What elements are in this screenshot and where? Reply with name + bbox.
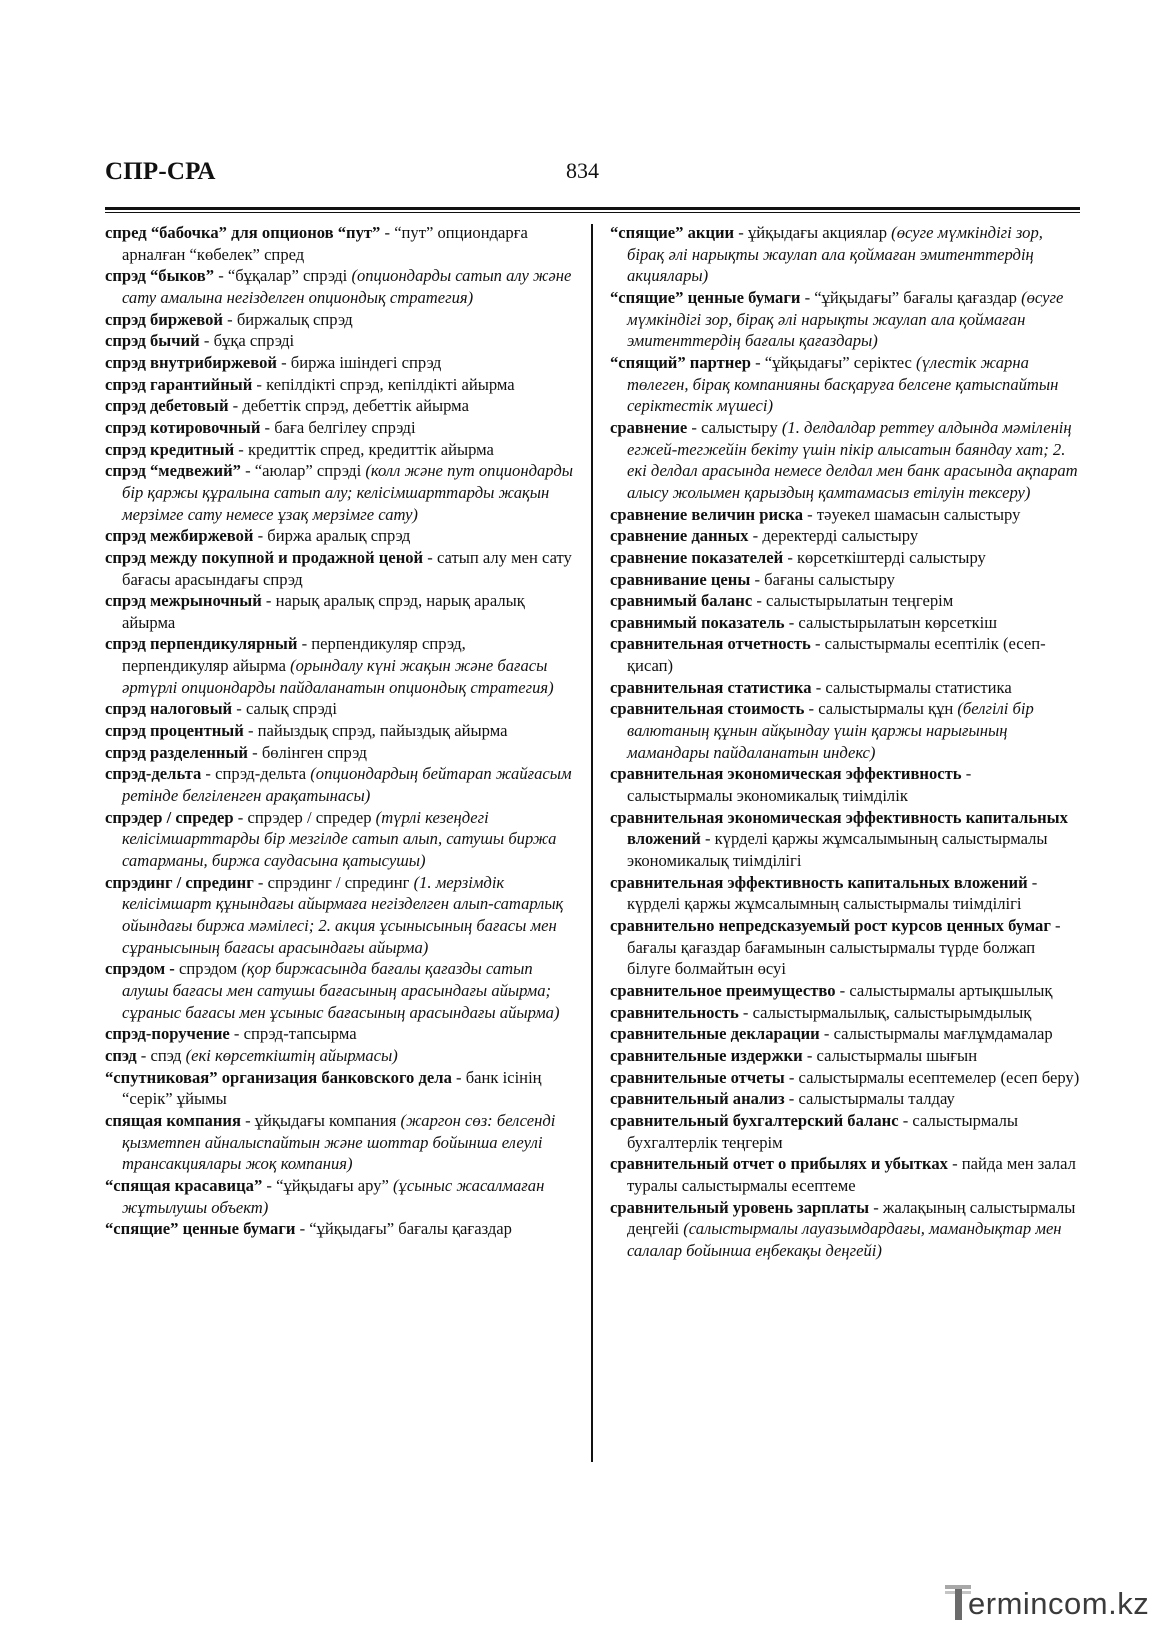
entry-separator: - (819, 1024, 834, 1044)
entry-term: сравнительная стоимость (610, 699, 805, 719)
entry-translation: салыстырмалы мағлұмдамалар (833, 1024, 1053, 1044)
header-rule-thin (105, 212, 1080, 213)
entry-translation: салыстырмалылық, салыстырымдылық (752, 1002, 1032, 1022)
entry-term: спрэд между покупной и продажной ценой (105, 547, 424, 567)
dictionary-entry (105, 330, 575, 352)
entry-translation: пайда мен залал туралы салыстырмалы есептеме (627, 1154, 1076, 1195)
entry-term: спрэд-дельта (105, 764, 202, 784)
dictionary-entry (610, 872, 1080, 915)
entry-term: спрэд внутрибиржевой (105, 352, 277, 372)
entry-term: “спящие” акции (610, 223, 735, 242)
entry-separator: - (240, 461, 255, 481)
entry-translation: күрделі қаржы жұмсалымның салыстырмалы тиімділігі (627, 894, 1022, 914)
dictionary-entry (105, 720, 575, 742)
entry-note: (екі көрсеткіштің айырмасы) (185, 1045, 398, 1065)
entry-translation: кредиттік спред, кредиттік айырма (247, 439, 494, 459)
dictionary-entry (105, 1023, 575, 1045)
dictionary-entry (105, 374, 575, 396)
entry-term: “спящие” ценные бумаги (105, 1219, 296, 1239)
page-number: 834 (566, 158, 599, 183)
entry-translation: биржалық спрэд (236, 309, 353, 329)
entry-separator: - (380, 223, 395, 242)
entry-separator: - (260, 417, 275, 437)
dictionary-entry (610, 1153, 1080, 1196)
dictionary-entry (610, 525, 1080, 547)
entry-note: (жаргон сөз: белсенді қызметпен айналыспайтын және шоттар бойынша елеулі трансакциялары жоқ компания) (122, 1110, 556, 1174)
entry-separator: - (750, 352, 765, 372)
column-divider (591, 224, 593, 1462)
entry-translation: салыстырмалы талдау (798, 1089, 955, 1109)
entry-term: сравнительно непредсказуемый рост курсов ценных бумаг (610, 916, 1051, 935)
dictionary-entry (105, 1218, 575, 1240)
entry-translation: “ұйқыдағы” серіктес (764, 352, 917, 372)
entry-note: (опциондарды сатып алу және сату амалына негізделген опциондық стратегия) (122, 266, 572, 307)
entry-separator: - (961, 764, 972, 784)
entry-separator: - (253, 872, 268, 892)
entry-separator: - (232, 699, 246, 719)
entry-translation: бөлінген спрэд (261, 742, 367, 762)
entry-translation: биржа аралық спрэд (267, 526, 411, 546)
entry-term: сравнимый баланс (610, 591, 753, 611)
entry-term: спрэд “быков” (105, 266, 215, 286)
entry-separator: - (451, 1067, 466, 1087)
entry-separator: - (748, 526, 763, 546)
entry-separator: - (276, 352, 291, 372)
entry-translation: нарық аралық спрэд, нарық аралық айырма (122, 591, 525, 632)
dictionary-entry (610, 590, 1080, 612)
entry-translation: салық спрэді (245, 699, 337, 719)
entry-separator: - (947, 1154, 962, 1174)
entry-translation: спрэд-дельта (215, 764, 311, 784)
entry-separator: - (752, 591, 767, 611)
entry-note: (опциондардың бейтарап жайғасым ретінде белгіленген арақатынасы) (122, 764, 572, 806)
dictionary-entry (105, 958, 575, 1023)
entry-term: “спящие” ценные бумаги (610, 287, 801, 307)
entry-translation: биржа ішіндегі спрэд (290, 352, 442, 372)
dictionary-entry (105, 763, 575, 806)
entry-translation: салыстырмалы есептілік (есеп-қисап) (627, 634, 1046, 676)
entry-term: сравнительность (610, 1002, 739, 1022)
entry-separator: - (734, 223, 748, 242)
entry-note: (1. делдалдар реттеу алдында мәміленің егжей-тегжейін бекіту үшін пікір алысатын баяндау хат; 2. екі делдал арасында немесе делдал мен банк арасында ақпарат алысу жолымен қарыздың қамтамасыз етілуін тексеру) (627, 417, 1078, 502)
entry-separator: - (214, 266, 228, 286)
entry-translation: деректерді салыстыру (762, 526, 919, 546)
entry-translation: перпендикуляр спрэд, перпендикуляр айырма (122, 634, 466, 676)
entry-term: спрэд биржевой (105, 309, 223, 329)
dictionary-entry (105, 460, 575, 525)
entry-translation: “ұйқыдағы” бағалы қағаздар (814, 287, 1022, 307)
entry-term: сравнительные декларации (610, 1024, 820, 1044)
dictionary-entry (105, 222, 575, 265)
dictionary-entry (610, 222, 1080, 287)
entry-separator: - (295, 1219, 310, 1239)
entry-translation: “аюлар” спрэді (254, 461, 366, 481)
entry-separator: - (247, 742, 262, 762)
entry-note: (орындалу күні жақын және бағасы әртүрлі опциондарды пайдаланатын опциондық стратегия) (122, 656, 554, 697)
entry-separator: - (804, 699, 819, 719)
entry-translation: күрделі қаржы жұмсалымының салыстырмалы экономикалық тиімділігі (627, 829, 1048, 871)
entry-separator: - (234, 439, 248, 459)
entry-separator: - (233, 807, 248, 827)
entry-term: спрэд межбиржевой (105, 526, 254, 546)
entry-term: сравнительная статистика (610, 677, 812, 697)
entry-term: спрэд котировочный (105, 417, 261, 437)
entry-term: сравнительная экономическая эффективность капитальных вложений (610, 807, 1068, 849)
entry-translation: бағаны салыстыру (764, 569, 895, 589)
entry-note: (түрлі кезеңдегі келісімшарттарды бір мезгілде сатып алып, сатушы биржа сатарманы, биржа саудасына қатысушы) (122, 807, 557, 871)
entry-note: (салыстырмалы лауазымдардағы, мамандықтар мен салалар бойынша еңбекақы деңгейі) (627, 1219, 1062, 1260)
entry-translation: салыстырмалы экономикалық тиімділік (627, 786, 908, 806)
entry-term: спрэд разделенный (105, 742, 248, 762)
entry-separator: - (898, 1110, 913, 1130)
dictionary-entry (610, 698, 1080, 763)
entry-separator: - (240, 1110, 255, 1130)
watermark-text: ermincom.kz (968, 1586, 1150, 1621)
entry-term: “спящая красавица” (105, 1175, 263, 1195)
dictionary-entry (105, 1110, 575, 1175)
dictionary-entry (105, 395, 575, 417)
entry-note: (ұсыныс жасалмаған жұтылушы объект) (122, 1175, 545, 1217)
entry-term: спрэдинг / спрединг (105, 872, 254, 892)
dictionary-entry (610, 915, 1080, 980)
entry-term: спред “бабочка” для опционов “пут” (105, 223, 381, 242)
dictionary-entry (105, 1045, 575, 1067)
entry-translation: салыстырылатын теңгерім (766, 591, 954, 611)
entry-separator: - (784, 1089, 799, 1109)
entry-separator: - (738, 1002, 753, 1022)
dictionary-entry (105, 439, 575, 461)
dictionary-entry (610, 612, 1080, 634)
dictionary-entry (105, 265, 575, 308)
entry-translation: банк ісінің “серік” ұйымы (122, 1067, 542, 1109)
entry-term: спящая компания (105, 1110, 241, 1130)
entry-separator: - (262, 1175, 277, 1195)
entry-translation: спрэд-тапсырма (243, 1024, 357, 1044)
dictionary-entry (610, 417, 1080, 504)
entry-term: сравнительная эффективность капитальных вложений (610, 872, 1028, 892)
entry-translation: пайыздық спрэд, пайыздық айырма (257, 721, 508, 741)
section-code: СПР-СРА (105, 158, 216, 185)
entry-note: (өсуге мүмкіндігі зор, бірақ әлі нарықты жаулап ала қоймаған эмитенттердің акциялары) (627, 223, 1043, 286)
entry-term: сравнимый показатель (610, 612, 785, 632)
entry-translation: салыстырмалы бухгалтерлік теңгерім (627, 1110, 1019, 1152)
entry-translation: салыстырмалы құн (818, 699, 958, 719)
entry-translation: дебеттік спрэд, дебеттік айырма (242, 396, 469, 416)
left-column (105, 222, 575, 1240)
entry-translation: спэд (150, 1045, 186, 1065)
entry-separator: - (784, 1067, 799, 1087)
entry-translation: спрэдинг / спрединг (267, 872, 414, 892)
dictionary-entry (610, 807, 1080, 872)
entry-note: (үлестік жарна төлеген, бірақ компанияны басқаруға белсене қатыспайтын серіктестік мүшесі) (627, 352, 1059, 416)
entry-term: “спутниковая” организация банковского дела (105, 1067, 452, 1087)
entry-term: сравнивание цены (610, 569, 751, 589)
entry-term: сравнительная отчетность (610, 634, 811, 654)
dictionary-entry (610, 569, 1080, 591)
entry-term: сравнительный отчет о прибылях и убытках (610, 1154, 948, 1174)
entry-term: сравнительный уровень зарплаты (610, 1197, 870, 1217)
entry-translation: көрсеткіштерді салыстыру (797, 547, 986, 567)
entry-separator: - (835, 980, 850, 1000)
entry-term: сравнение показателей (610, 547, 784, 567)
dictionary-entry (610, 1067, 1080, 1089)
entry-translation: баға белгілеу спрэді (274, 417, 416, 437)
dictionary-entry (610, 1110, 1080, 1153)
entry-separator: - (700, 829, 715, 849)
dictionary-entry (105, 698, 575, 720)
entry-separator: - (201, 764, 216, 784)
entry-note: (1. мерзімдік келісімшарт құнындағы айырмаға негізделген алып-сатарлық ойындағы биржа мәмілесі; 2. акция ұсынысының бағасы мен сұранысының бағасы арасындағы айырма) (122, 872, 564, 957)
entry-separator: - (869, 1197, 883, 1217)
entry-translation: салыстырмалы статистика (825, 677, 1012, 697)
entry-separator: - (222, 309, 237, 329)
entry-translation: спрэдер / спредер (247, 807, 376, 827)
entry-term: сравнение величин риска (610, 504, 803, 524)
entry-separator: - (199, 331, 214, 351)
entry-translation: сатып алу мен сату бағасы арасындағы спрэд (122, 547, 572, 589)
entry-separator: - (750, 569, 765, 589)
dictionary-entry (105, 352, 575, 374)
entry-translation: ұйқыдағы компания (254, 1110, 401, 1130)
entry-term: сравнение (610, 417, 688, 437)
dictionary-entry (610, 633, 1080, 676)
entry-translation: салыстыру (701, 417, 782, 437)
entry-separator: - (810, 634, 825, 654)
entry-translation: салыстырмалы шығын (816, 1045, 978, 1065)
entry-separator: - (261, 591, 276, 611)
entry-translation: бұқа спрэді (213, 331, 295, 351)
entry-term: спрэд гарантийный (105, 374, 253, 394)
entry-separator: - (252, 374, 267, 394)
site-watermark (944, 1580, 1149, 1630)
right-column (610, 222, 1080, 1262)
dictionary-entry (105, 309, 575, 331)
dictionary-entry (610, 763, 1080, 806)
entry-translation: тәуекел шамасын салыстыру (816, 504, 1021, 524)
entry-separator: - (811, 677, 826, 697)
entry-separator: - (228, 396, 243, 416)
entry-separator: - (229, 1024, 244, 1044)
entry-term: “спящий” партнер (610, 352, 751, 372)
dictionary-entry (610, 677, 1080, 699)
dictionary-entry (105, 525, 575, 547)
entry-term: сравнительный бухгалтерский баланс (610, 1110, 899, 1130)
entry-term: спрэд бычий (105, 331, 200, 351)
entry-translation: салыстырмалы есептемелер (есеп беру) (798, 1067, 1080, 1087)
entry-term: спрэд межрыночный (105, 591, 262, 611)
entry-translation: спрэдом (178, 959, 242, 979)
dictionary-entry (105, 872, 575, 959)
dictionary-entry (610, 547, 1080, 569)
entry-term: спрэд налоговый (105, 699, 233, 719)
entry-separator: - (253, 526, 268, 546)
dictionary-entry (105, 417, 575, 439)
dictionary-entry (105, 633, 575, 698)
dictionary-entry (610, 1197, 1080, 1262)
entry-term: спрэд дебетовый (105, 396, 229, 416)
entry-separator: - (1027, 872, 1038, 892)
entry-separator: - (803, 504, 817, 524)
entry-translation: “ұйқыдағы ару” (276, 1175, 394, 1195)
dictionary-entry (610, 352, 1080, 417)
entry-translation: “пут” опциондарға арналған “көбелек” спред (122, 223, 528, 264)
entry-term: спрэд “медвежий” (105, 461, 241, 481)
entry-translation: бағалы қағаздар бағамынын салыстырмалы түрде болжап білуге болмайтын өсуі (627, 937, 1036, 979)
entry-separator: - (800, 287, 815, 307)
entry-term: спрэд-поручение (105, 1024, 230, 1044)
entry-separator: - (243, 721, 258, 741)
entry-term: спрэд кредитный (105, 439, 235, 459)
entry-translation: “ұйқыдағы” бағалы қағаздар (309, 1219, 512, 1239)
entry-note: (колл және пут опциондарды бір қаржы құралына сатып алу; келісімшарттарды жақын мерзімге сату немесе ұзақ мерзімге сату) (122, 461, 573, 524)
dictionary-entry (105, 807, 575, 872)
entry-translation: салыстырмалы артықшылық (849, 980, 1053, 1000)
entry-term: сравнительный анализ (610, 1089, 785, 1109)
entry-separator: - (783, 547, 797, 567)
entry-term: спрэд процентный (105, 721, 244, 741)
entry-translation: ұйқыдағы акциялар (747, 223, 892, 242)
dictionary-entry (610, 980, 1080, 1002)
entry-term: сравнительная экономическая эффективность (610, 764, 962, 784)
entry-term: спрэд перпендикулярный (105, 634, 298, 654)
entry-term: спэд (105, 1045, 137, 1065)
entry-separator: - (784, 612, 799, 632)
dictionary-entry (610, 1002, 1080, 1024)
entry-term: сравнительные отчеты (610, 1067, 785, 1087)
entry-separator: - (297, 634, 312, 654)
dictionary-entry (105, 742, 575, 764)
dictionary-entry (610, 1023, 1080, 1045)
entry-separator: - (136, 1045, 151, 1065)
dictionary-entry (105, 1175, 575, 1218)
entry-term: сравнение данных (610, 526, 749, 546)
entry-separator: - (687, 417, 702, 437)
entry-note: (қор биржасында бағалы қағазды сатып алушы бағасы мен сатушы бағасының арасындағы айырма; сұраныс бағасы мен ұсыныс бағасының арасындағы айырма) (122, 959, 560, 1022)
dictionary-entry (610, 287, 1080, 352)
dictionary-entry (105, 547, 575, 590)
entry-note: (белгілі бір валютаның құнын айқындау үшін қаржы нарығының мамандары пайдаланатын индекс) (627, 699, 1034, 762)
entry-translation: кепілдікті спрэд, кепілдікті айырма (266, 374, 515, 394)
header-rule-thick (105, 207, 1080, 210)
dictionary-entry (610, 504, 1080, 526)
dictionary-entry (105, 1067, 575, 1110)
entry-term: сравнительное преимущество (610, 980, 836, 1000)
dictionary-entry (610, 1088, 1080, 1110)
entry-term: сравнительные издержки (610, 1045, 803, 1065)
entry-translation: салыстырылатын көрсеткіш (798, 612, 998, 632)
entry-term: спрэдер / спредер (105, 807, 234, 827)
entry-translation: “бұқалар” спрэді (227, 266, 352, 286)
entry-separator: - (802, 1045, 817, 1065)
entry-note: (өсуге мүмкіндігі зор, бірақ әлі нарықты жаулап ала қоймаған эмитенттердің бағалы қағаздары) (627, 287, 1064, 351)
entry-translation: жалақының салыстырмалы деңгейі (627, 1197, 1076, 1239)
dictionary-entry (610, 1045, 1080, 1067)
entry-term: спрэдом - (105, 959, 175, 979)
entry-separator: - (1050, 916, 1061, 935)
entry-separator: - (423, 547, 437, 567)
dictionary-entry (105, 590, 575, 633)
